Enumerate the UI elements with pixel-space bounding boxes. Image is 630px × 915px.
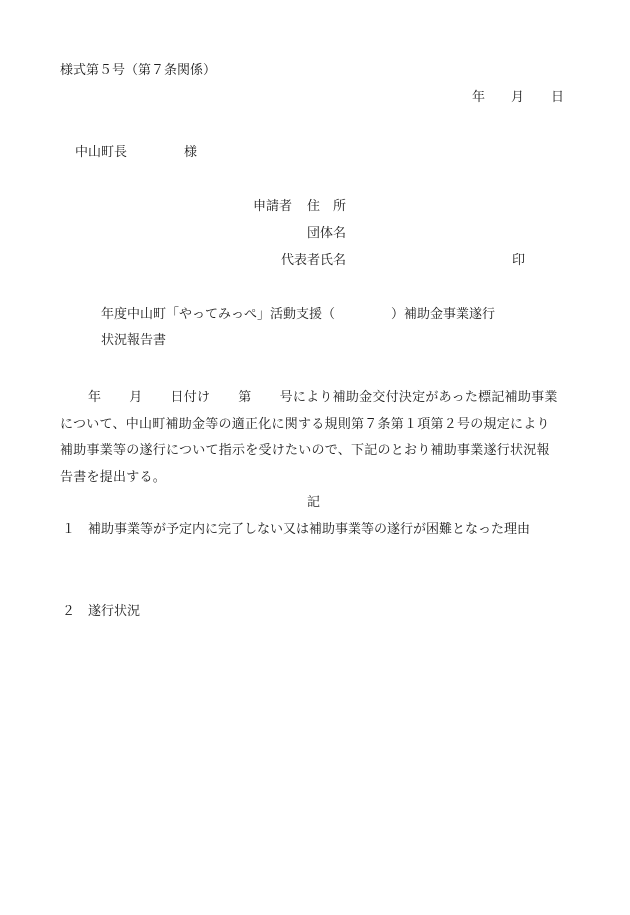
item-2-number: ２ (62, 604, 76, 619)
date-year-label: 年 (472, 90, 486, 105)
body-number-prefix: 第 (238, 390, 252, 405)
form-label: 様式第５号（第７条関係） (60, 63, 217, 78)
body-line-1 (60, 385, 580, 412)
title-suffix: ）補助金事業遂行 (391, 307, 496, 322)
address-label: 住 所 (307, 199, 347, 214)
body-line-1-rest: 号により補助金交付決定があった標記補助事業 (279, 390, 558, 405)
body-line-3: 補助事業等の遂行について指示を受けたいので、下記のとおり補助事業遂行状況報 (60, 443, 550, 458)
recipient-honorific: 様 (184, 145, 198, 160)
recipient-name: 中山町長 (75, 145, 128, 160)
body-dated-label: 日付け (170, 390, 211, 405)
date-month-label: 月 (511, 90, 525, 105)
item-1-text: 補助事業等が予定内に完了しない又は補助事業等の遂行が困難となった理由 (88, 522, 531, 537)
item-1-number: １ (62, 522, 76, 537)
date-line (472, 90, 564, 106)
group-name-label: 団体名 (307, 226, 347, 241)
representative-name-label: 代表者氏名 (281, 253, 347, 268)
title-prefix: 年度中山町「やってみっぺ」活動支援（ (101, 307, 336, 322)
body-month-label: 月 (129, 390, 143, 405)
document-title-line2: 状況報告書 (101, 333, 167, 348)
body-year-label: 年 (88, 390, 102, 405)
body-paragraph (60, 385, 580, 491)
item-2-text: 遂行状況 (88, 604, 141, 619)
body-line-2: について、中山町補助金等の適正化に関する規則第７条第１項第２号の規定により (60, 416, 550, 432)
body-line-4: 告書を提出する。 (60, 469, 167, 485)
document-title-line1 (101, 307, 495, 323)
applicant-label: 申請者 (253, 199, 293, 214)
ki-heading: 記 (307, 495, 321, 510)
seal-mark: 印 (512, 253, 526, 268)
date-day-label: 日 (551, 90, 565, 105)
